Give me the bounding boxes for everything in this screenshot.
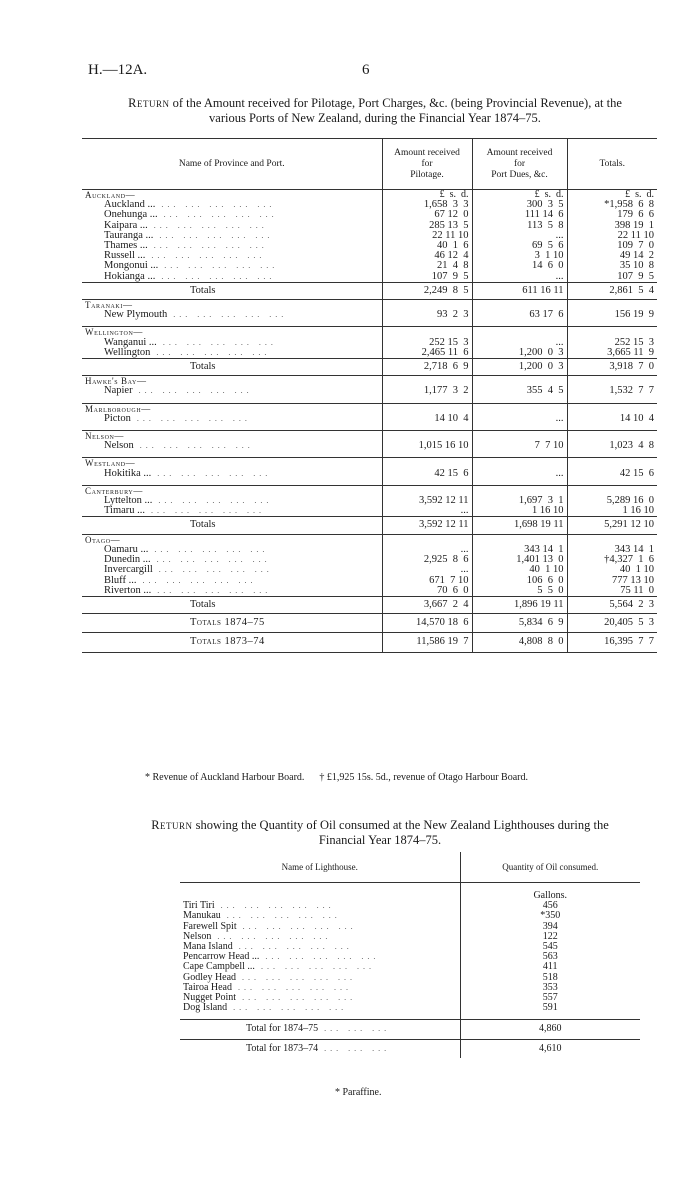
leader-dots: ... ... ... ... ... <box>167 310 288 320</box>
port-name: Riverton ... <box>104 584 152 596</box>
pilotage-value: ... <box>382 565 472 575</box>
pilotage-value: 252 15 3 <box>382 338 472 348</box>
port-name-cell <box>82 414 382 424</box>
pilotage-value: 107 9 5 <box>382 272 472 283</box>
total-value: 14 10 4 <box>567 414 657 424</box>
leader-dots: ... ... ... ... ... <box>155 271 276 281</box>
return1-title-line2: various Ports of New Zealand, during the Financial Year 1874–75. <box>209 111 541 125</box>
lighthouse-row <box>180 1003 640 1013</box>
leader-dots: ... ... ... ... ... <box>232 982 352 992</box>
total-value: 179 6 6 <box>567 210 657 220</box>
total-value: 109 7 0 <box>567 241 657 251</box>
pilotage-value: 14 10 4 <box>382 414 472 424</box>
oil-total-row <box>180 1039 640 1058</box>
province-name: Wellington— <box>82 327 382 338</box>
return2-title-lead: Return <box>151 818 193 832</box>
grand-totals-row <box>82 633 657 652</box>
pilotage-value: 2,925 8 6 <box>382 555 472 565</box>
port-name: Mongonui ... <box>104 260 159 272</box>
port-name-cell <box>82 348 382 359</box>
dues-value: 14 6 0 <box>472 261 567 271</box>
col-pilotage-line1: Amount received <box>394 147 460 158</box>
leader-dots: ... ... ... ... ... <box>236 921 357 931</box>
leader-dots: ... ... ... ... ... <box>259 952 380 962</box>
province-totals-row <box>82 282 657 299</box>
leader-dots: ... ... ... ... ... <box>157 210 278 220</box>
dues-value: ... <box>472 231 567 241</box>
oil-total-label: Total for 1873–74 <box>246 1042 319 1054</box>
col-pilotage-line3: Pilotage. <box>410 169 444 180</box>
dues-value: ... <box>472 469 567 479</box>
pilotage-value: 70 6 0 <box>382 586 472 597</box>
oil-table <box>180 852 640 1058</box>
pilotage-value: 46 12 4 <box>382 251 472 261</box>
province-blank-cell <box>472 403 567 414</box>
leader-dots: ... ... ... ... ... <box>232 942 353 952</box>
port-name-cell <box>82 310 382 320</box>
total-value: 22 11 10 <box>567 231 657 241</box>
total-value: 49 14 2 <box>567 251 657 261</box>
oil-quantity: 456 <box>460 901 640 911</box>
pilotage-value: 671 7 10 <box>382 576 472 586</box>
table-row <box>82 221 657 231</box>
lighthouse-name-cell <box>180 1003 460 1013</box>
port-name: Napier <box>104 385 133 397</box>
table-row <box>82 310 657 320</box>
province-name: Westland— <box>82 458 382 469</box>
totals-label: Totals <box>82 596 382 613</box>
col-dues-line3: Port Dues, &c. <box>491 169 548 180</box>
dues-value: 113 5 8 <box>472 221 567 231</box>
leader-dots: ... ... ... ... ... <box>132 386 253 396</box>
totals-dues: 611 16 11 <box>472 282 567 299</box>
table-row <box>82 241 657 251</box>
province-name: Nelson— <box>82 431 382 442</box>
oil-quantity: 122 <box>460 932 640 942</box>
leader-dots: ... ... ... ... ... <box>211 931 332 941</box>
grand-totals-total: 16,395 7 7 <box>567 633 657 652</box>
pilotage-value: 42 15 6 <box>382 469 472 479</box>
units-label: £ s. d. <box>382 190 472 201</box>
port-name-cell <box>82 469 382 479</box>
pilotage-value: 3,592 12 11 <box>382 496 472 506</box>
total-value: 1,532 7 7 <box>567 386 657 396</box>
leader-dots: ... ... ... ... ... <box>214 901 335 911</box>
oil-total-label-cell <box>180 1039 460 1058</box>
oil-total-label: Total for 1874–75 <box>246 1023 319 1035</box>
lighthouse-name-cell <box>180 922 460 932</box>
pilotage-value: 22 11 10 <box>382 231 472 241</box>
leader-dots: ... ... ... ... ... <box>236 972 357 982</box>
province-row <box>82 431 657 442</box>
province-row <box>82 327 657 338</box>
return1-title <box>85 96 665 126</box>
leader-dots: ... ... ... ... ... <box>147 220 268 230</box>
lighthouse-row <box>180 922 640 932</box>
col-pilotage-line2: for <box>421 158 433 169</box>
province-row <box>82 300 657 311</box>
dues-value: 3 1 10 <box>472 251 567 261</box>
port-name: Thames ... <box>104 240 148 252</box>
table-row <box>82 261 657 271</box>
leader-dots: ... ... ... ... ... <box>148 544 269 554</box>
table-row <box>82 545 657 555</box>
port-name-cell <box>82 506 382 517</box>
pilotage-value: 2,465 11 6 <box>382 348 472 359</box>
port-name: Kaipara ... <box>104 219 148 231</box>
pilotage-table-header <box>82 139 657 190</box>
lighthouse-row <box>180 962 640 972</box>
pilotage-value: 1,177 3 2 <box>382 386 472 396</box>
port-name: Picton <box>104 412 131 424</box>
lighthouse-name: Manukau <box>183 910 221 922</box>
totals-total: 3,918 7 0 <box>567 359 657 376</box>
pilotage-table <box>82 138 657 653</box>
leader-dots: ... ... ... ... ... <box>236 993 357 1003</box>
lighthouse-name: Cape Campbell ... <box>183 961 255 973</box>
lighthouse-name-cell <box>180 901 460 911</box>
leader-dots: ... ... ... ... ... <box>156 337 277 347</box>
table-row <box>82 386 657 396</box>
province-blank-cell <box>472 327 567 338</box>
grand-totals-pilotage: 11,586 19 7 <box>382 633 472 652</box>
return2-title-rest: showing the Quantity of Oil consumed at the New Zealand Lighthouses during the <box>192 818 609 832</box>
port-name: Bluff ... <box>104 574 137 586</box>
lighthouse-row <box>180 911 640 921</box>
oil-table-header <box>180 852 640 883</box>
lighthouse-row <box>180 901 640 911</box>
dues-value: 355 4 5 <box>472 386 567 396</box>
dues-value: 63 17 6 <box>472 310 567 320</box>
dues-value: 7 7 10 <box>472 441 567 451</box>
oil-quantity: 545 <box>460 942 640 952</box>
dues-value: ... <box>472 414 567 424</box>
leader-dots: ... ... ... ... ... <box>153 230 274 240</box>
total-value: 75 11 0 <box>567 586 657 597</box>
port-name: Auckland ... <box>104 199 156 211</box>
lighthouse-name: Nelson <box>183 930 212 942</box>
dues-value: 343 14 1 <box>472 545 567 555</box>
total-value: 5,289 16 0 <box>567 496 657 506</box>
table-row <box>82 338 657 348</box>
dues-value: 1 16 10 <box>472 506 567 517</box>
province-totals-row <box>82 517 657 534</box>
dues-value: 1,401 13 0 <box>472 555 567 565</box>
province-row <box>82 403 657 414</box>
table-row <box>82 200 657 210</box>
table-row <box>82 251 657 261</box>
pilotage-value: 1,658 3 3 <box>382 200 472 210</box>
oil-quantity: 394 <box>460 922 640 932</box>
dues-value: 1,697 3 1 <box>472 496 567 506</box>
province-name: Canterbury— <box>82 485 382 496</box>
total-value: 252 15 3 <box>567 338 657 348</box>
dues-value: 69 5 6 <box>472 241 567 251</box>
port-name: New Plymouth <box>104 309 168 321</box>
grand-totals-label: Totals 1873–74 <box>82 633 382 652</box>
pilotage-value: 21 4 8 <box>382 261 472 271</box>
table-row <box>82 586 657 597</box>
total-value: 1 16 10 <box>567 506 657 517</box>
units-label: £ s. d. <box>567 190 657 201</box>
total-value: *1,958 6 8 <box>567 200 657 210</box>
table-row <box>82 414 657 424</box>
pilotage-value: 40 1 6 <box>382 241 472 251</box>
port-name: Dunedin ... <box>104 554 151 566</box>
province-blank-cell <box>472 458 567 469</box>
pilotage-value: 93 2 3 <box>382 310 472 320</box>
return1-footnote: * Revenue of Auckland Harbour Board. † £1,925 15s. 5d., revenue of Otago Harbour Board. <box>145 772 528 783</box>
table-row <box>82 210 657 220</box>
return1-title-rest: of the Amount received for Pilotage, Port Charges, &c. (being Provincial Revenue), at the <box>169 96 622 110</box>
pilotage-value: 1,015 16 10 <box>382 441 472 451</box>
leader-dots: ... ... ... ... ... <box>136 575 257 585</box>
leader-dots: ... ... ... <box>318 1043 391 1053</box>
grand-totals-total: 20,405 5 3 <box>567 614 657 633</box>
province-totals-row <box>82 359 657 376</box>
leader-dots: ... ... ... ... ... <box>155 200 276 210</box>
table-row <box>82 496 657 506</box>
leader-dots: ... ... ... ... ... <box>220 911 341 921</box>
province-row <box>82 534 657 545</box>
totals-label: Totals <box>82 517 382 534</box>
province-totals-row <box>82 596 657 613</box>
return2-footnote: * Paraffine. <box>335 1087 382 1098</box>
document-reference: H.—12A. <box>88 62 148 78</box>
grand-totals-pilotage: 14,570 18 6 <box>382 614 472 633</box>
leader-dots: ... ... ... <box>318 1024 391 1034</box>
dues-value: 40 1 10 <box>472 565 567 575</box>
total-value: 777 13 10 <box>567 576 657 586</box>
total-value: 35 10 8 <box>567 261 657 271</box>
table-row <box>82 565 657 575</box>
oil-quantity: 518 <box>460 973 640 983</box>
province-row <box>82 485 657 496</box>
province-name: Hawke's Bay— <box>82 376 382 387</box>
totals-dues: 1,896 19 11 <box>472 596 567 613</box>
table-row <box>82 441 657 451</box>
pilotage-value: ... <box>382 506 472 517</box>
totals-total: 5,564 2 3 <box>567 596 657 613</box>
leader-dots: ... ... ... ... ... <box>158 261 279 271</box>
total-value: 398 19 1 <box>567 221 657 231</box>
totals-total: 5,291 12 10 <box>567 517 657 534</box>
port-name: Onehunga ... <box>104 209 158 221</box>
grand-totals-dues: 4,808 8 0 <box>472 633 567 652</box>
dues-value: 1,200 0 3 <box>472 348 567 359</box>
col-dues-header <box>472 139 567 190</box>
col-totals-header: Totals. <box>567 139 657 190</box>
total-value: 343 14 1 <box>567 545 657 555</box>
oil-total-qty: 4,860 <box>460 1020 640 1039</box>
oil-quantity: 563 <box>460 952 640 962</box>
lighthouse-row <box>180 993 640 1003</box>
leader-dots: ... ... ... ... ... <box>152 565 273 575</box>
lighthouse-row <box>180 973 640 983</box>
port-name: Oamaru ... <box>104 543 149 555</box>
totals-label: Totals <box>82 359 382 376</box>
col-qty-header: Quantity of Oil consumed. <box>460 852 640 883</box>
port-name-cell <box>82 586 382 597</box>
lighthouse-name: Tiri Tiri <box>183 900 215 912</box>
province-row <box>82 376 657 387</box>
oil-unit-blank <box>180 883 460 902</box>
lighthouse-name: Godley Head <box>183 971 237 983</box>
province-row <box>82 190 657 201</box>
oil-unit-label: Gallons. <box>460 883 640 902</box>
province-name: Taranaki— <box>82 300 382 311</box>
leader-dots: ... ... ... ... ... <box>152 496 273 506</box>
lighthouse-name: Dog Island <box>183 1002 228 1014</box>
port-name: Hokianga ... <box>104 270 156 282</box>
lighthouse-name: Tairoa Head <box>183 981 232 993</box>
return1-title-lead: Return <box>128 96 170 110</box>
leader-dots: ... ... ... ... ... <box>147 241 268 251</box>
total-value: 40 1 10 <box>567 565 657 575</box>
lighthouse-name: Farewell Spit <box>183 920 237 932</box>
pilotage-value: ... <box>382 545 472 555</box>
province-row <box>82 458 657 469</box>
port-name: Tauranga ... <box>104 229 154 241</box>
lighthouse-name: Pencarrow Head ... <box>183 951 260 963</box>
port-name: Russell ... <box>104 250 146 262</box>
leader-dots: ... ... ... ... ... <box>145 251 266 261</box>
units-label: £ s. d. <box>472 190 567 201</box>
leader-dots: ... ... ... ... ... <box>145 506 266 516</box>
leader-dots: ... ... ... ... ... <box>150 347 271 357</box>
col-name-header: Name of Province and Port. <box>82 139 382 190</box>
oil-quantity: 353 <box>460 983 640 993</box>
leader-dots: ... ... ... ... ... <box>133 441 254 451</box>
grand-totals-dues: 5,834 6 9 <box>472 614 567 633</box>
province-blank-cell <box>382 534 472 545</box>
dues-value: 300 3 5 <box>472 200 567 210</box>
table-row <box>82 576 657 586</box>
dues-value: 5 5 0 <box>472 586 567 597</box>
col-lighthouse-header: Name of Lighthouse. <box>180 852 460 883</box>
leader-dots: ... ... ... ... ... <box>254 962 375 972</box>
return2-title-line2: Financial Year 1874–75. <box>318 833 442 847</box>
lighthouse-name: Nugget Point <box>183 992 237 1004</box>
totals-total: 2,861 5 4 <box>567 282 657 299</box>
port-name: Nelson <box>104 440 134 452</box>
totals-pilotage: 2,718 6 9 <box>382 359 472 376</box>
totals-pilotage: 3,667 2 4 <box>382 596 472 613</box>
total-value: 42 15 6 <box>567 469 657 479</box>
pilotage-value: 285 13 5 <box>382 221 472 231</box>
dues-value: 106 6 0 <box>472 576 567 586</box>
dues-value: 111 14 6 <box>472 210 567 220</box>
total-value: 3,665 11 9 <box>567 348 657 359</box>
return2-title <box>60 818 700 848</box>
leader-dots: ... ... ... ... ... <box>130 413 251 423</box>
table-row <box>82 272 657 283</box>
port-name: Lyttelton ... <box>104 495 153 507</box>
port-name: Wanganui ... <box>104 336 157 348</box>
oil-quantity: *350 <box>460 911 640 921</box>
oil-total-row <box>180 1020 640 1039</box>
col-dues-line1: Amount received <box>486 147 553 158</box>
leader-dots: ... ... ... ... ... <box>151 585 272 595</box>
province-name: Auckland— <box>85 190 136 200</box>
col-dues-line2: for <box>513 158 526 169</box>
pilotage-value: 67 12 0 <box>382 210 472 220</box>
oil-total-qty: 4,610 <box>460 1039 640 1058</box>
table-row <box>82 506 657 517</box>
oil-quantity: 557 <box>460 993 640 1003</box>
oil-unit-row <box>180 883 640 902</box>
totals-dues: 1,698 19 11 <box>472 517 567 534</box>
col-pilotage-header <box>382 139 472 190</box>
oil-quantity: 411 <box>460 962 640 972</box>
lighthouse-row <box>180 983 640 993</box>
lighthouse-name: Mana Island <box>183 941 233 953</box>
port-name-cell <box>82 386 382 396</box>
grand-totals-label: Totals 1874–75 <box>82 614 382 633</box>
totals-dues: 1,200 0 3 <box>472 359 567 376</box>
leader-dots: ... ... ... ... ... <box>151 468 272 478</box>
dues-value: ... <box>472 338 567 348</box>
totals-label: Totals <box>82 282 382 299</box>
province-name: Marlborough— <box>82 403 382 414</box>
port-name-cell <box>82 441 382 451</box>
port-name-cell <box>82 272 382 283</box>
table-row <box>82 348 657 359</box>
total-value: †4,327 1 6 <box>567 555 657 565</box>
port-name: Hokitika ... <box>104 467 152 479</box>
oil-total-label-cell <box>180 1020 460 1039</box>
totals-pilotage: 2,249 8 5 <box>382 282 472 299</box>
total-value: 156 19 9 <box>567 310 657 320</box>
grand-totals-row <box>82 614 657 633</box>
total-value: 107 9 5 <box>567 272 657 283</box>
oil-quantity: 591 <box>460 1003 640 1013</box>
table-row <box>82 469 657 479</box>
table-row <box>82 231 657 241</box>
province-name: Otago— <box>82 534 382 545</box>
page-number: 6 <box>362 62 370 78</box>
port-name: Invercargill <box>104 564 153 576</box>
port-name: Wellington <box>104 346 151 358</box>
totals-pilotage: 3,592 12 11 <box>382 517 472 534</box>
leader-dots: ... ... ... ... ... <box>227 1003 348 1013</box>
leader-dots: ... ... ... ... ... <box>150 555 271 565</box>
total-value: 1,023 4 8 <box>567 441 657 451</box>
dues-value: ... <box>472 272 567 283</box>
table-row <box>82 555 657 565</box>
port-name: Timaru ... <box>104 505 146 517</box>
lighthouse-row <box>180 932 640 942</box>
